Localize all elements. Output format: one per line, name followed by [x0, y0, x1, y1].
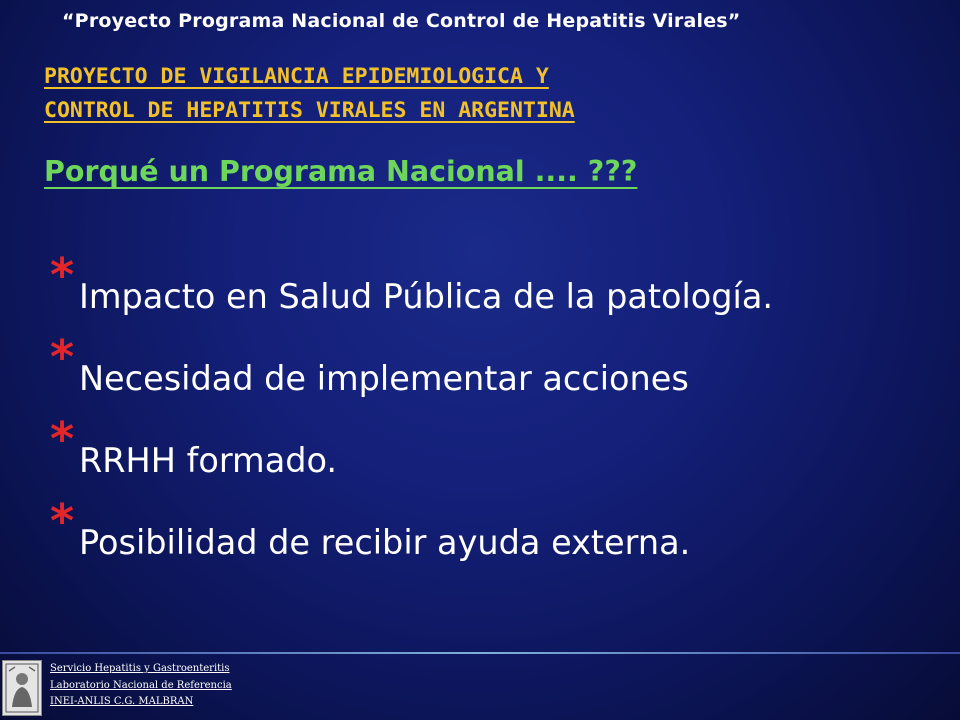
asterisk-bullet-icon: * — [50, 412, 75, 466]
bullet-item — [50, 330, 930, 426]
footer-line-2: Laboratorio Nacional de Referencia — [50, 679, 232, 691]
asterisk-bullet-icon: * — [50, 494, 75, 548]
footer-line-1: Servicio Hepatitis y Gastroenteritis — [50, 663, 230, 674]
asterisk-bullet-icon: * — [50, 330, 75, 384]
bullet-item — [50, 494, 930, 590]
asterisk-bullet-icon: * — [50, 248, 75, 302]
bullet-text: Impacto en Salud Pública de la patología. — [79, 277, 774, 316]
slide-subtitle — [44, 60, 924, 128]
bullet-item — [50, 412, 930, 508]
bullet-text: Posibilidad de recibir ayuda externa. — [79, 523, 691, 562]
subtitle-line-1: PROYECTO DE VIGILANCIA EPIDEMIOLOGICA Y — [44, 64, 549, 89]
slide-question-heading: Porqué un Programa Nacional .... ??? — [44, 155, 638, 188]
bullet-item — [50, 248, 930, 344]
institution-logo-icon — [2, 660, 42, 716]
footer-divider — [0, 652, 960, 654]
subtitle-line-2: CONTROL DE HEPATITIS VIRALES EN ARGENTINA — [44, 98, 575, 123]
bullet-list — [50, 248, 930, 590]
bullet-text: RRHH formado. — [79, 441, 338, 480]
bullet-text: Necesidad de implementar acciones — [79, 359, 689, 398]
footer-institution-text — [50, 661, 232, 711]
footer-line-3: INEI-ANLIS C.G. MALBRAN — [50, 696, 194, 707]
slide-title: “Proyecto Programa Nacional de Control de Hepatitis Virales” — [62, 10, 741, 32]
